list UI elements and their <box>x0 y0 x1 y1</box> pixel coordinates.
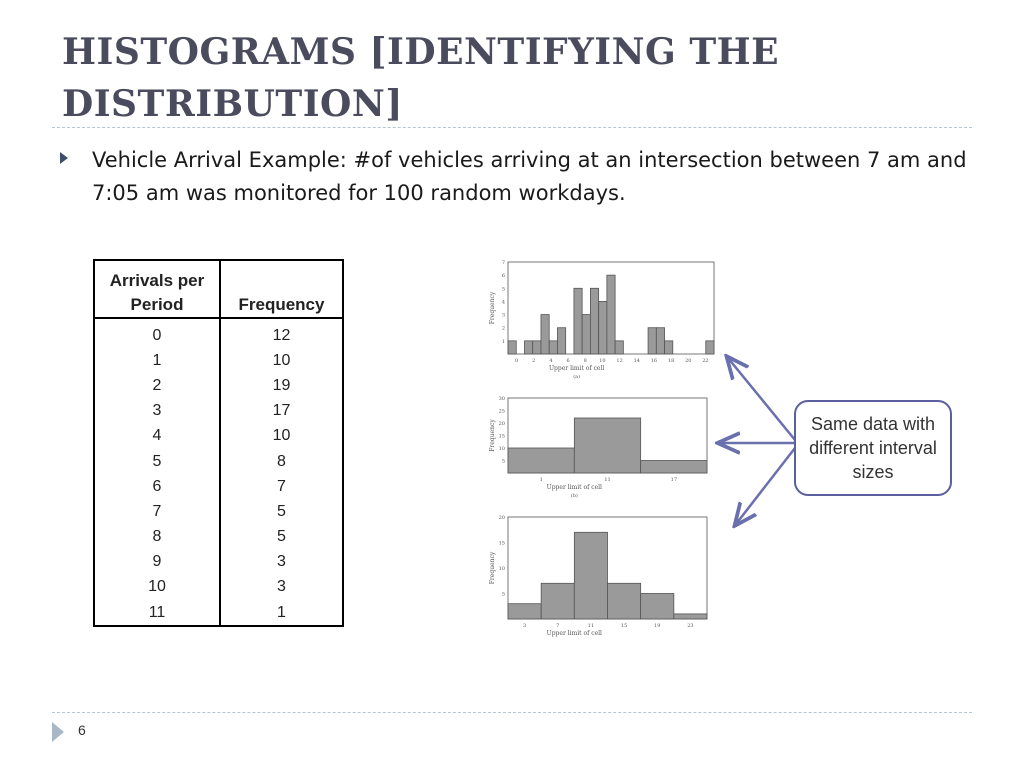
column-header-frequency: Frequency <box>220 260 343 318</box>
arrivals-cell: 7 <box>94 499 220 524</box>
histogram-bar <box>615 341 623 354</box>
y-tick-label: 6 <box>501 273 505 280</box>
callout-arrow-to-chart-c <box>736 448 795 524</box>
frequency-cell: 10 <box>220 348 343 373</box>
x-tick-label: 7 <box>556 623 560 629</box>
callout-box <box>794 400 952 496</box>
arrivals-cell: 3 <box>94 399 220 424</box>
histogram-bar <box>574 418 640 473</box>
histogram-bar <box>599 301 607 354</box>
x-tick-label: 6 <box>566 358 570 364</box>
y-tick-label: 5 <box>501 458 505 465</box>
y-tick-label: 2 <box>501 325 505 332</box>
y-tick-label: 4 <box>501 299 505 306</box>
frequency-cell: 12 <box>220 318 343 348</box>
x-tick-label: 2 <box>532 358 536 364</box>
bullet-text: Vehicle Arrival Example: #of vehicles arriving at an intersection between 7 am and 7:05 am was monitored for 100 random workdays. <box>92 148 967 205</box>
y-tick-label: 5 <box>501 591 505 598</box>
x-tick-label: 14 <box>633 358 640 364</box>
histogram-bar <box>590 288 598 354</box>
footer-divider <box>52 712 972 713</box>
page-number: 6 <box>78 722 86 738</box>
y-tick-label: 1 <box>501 338 505 345</box>
y-tick-label: 20 <box>498 421 505 427</box>
x-tick-label: 22 <box>702 358 709 364</box>
histogram-bar <box>574 288 582 354</box>
arrivals-cell: 4 <box>94 424 220 449</box>
frequency-cell: 3 <box>220 575 343 600</box>
histogram-bar <box>557 328 565 354</box>
x-tick-label: 19 <box>654 623 661 629</box>
slide-title: HISTOGRAMS [IDENTIFYING THE DISTRIBUTION] <box>62 31 780 125</box>
frequency-cell: 1 <box>220 600 343 626</box>
histogram-bar <box>641 461 707 474</box>
arrivals-cell: 6 <box>94 474 220 499</box>
histogram-bar <box>674 614 707 619</box>
x-axis-label: Upper limit of cell <box>546 484 602 491</box>
arrivals-cell: 10 <box>94 575 220 600</box>
column-header-arrivals: Arrivals per Period <box>94 260 220 318</box>
y-tick-label: 20 <box>498 515 505 521</box>
y-tick-label: 15 <box>498 540 505 547</box>
y-tick-label: 3 <box>501 312 505 319</box>
y-tick-label: 25 <box>498 408 505 415</box>
x-axis-label: Upper limit of cell <box>549 365 605 372</box>
x-tick-label: 1 <box>539 477 543 483</box>
x-axis-label: Upper limit of cell <box>546 630 602 637</box>
histogram-bar <box>541 583 574 619</box>
arrivals-cell: 2 <box>94 373 220 398</box>
histogram-bar <box>549 341 557 354</box>
x-tick-label: 17 <box>670 477 678 483</box>
histogram-bar <box>574 532 607 619</box>
y-tick-label: 7 <box>501 260 505 266</box>
x-tick-label: 10 <box>599 358 606 364</box>
frequency-cell: 7 <box>220 474 343 499</box>
histogram-bar <box>641 594 674 620</box>
histogram-bar <box>508 448 574 473</box>
frequency-cell: 8 <box>220 449 343 474</box>
arrivals-cell: 8 <box>94 525 220 550</box>
y-axis-label: Frequency <box>489 551 496 585</box>
x-tick-label: 3 <box>522 623 527 629</box>
chart-caption: (a) <box>573 374 581 380</box>
histogram-bar <box>665 341 673 354</box>
histogram-bar <box>608 583 641 619</box>
x-tick-label: 16 <box>650 358 658 364</box>
x-tick-label: 23 <box>687 623 694 629</box>
x-tick-label: 12 <box>616 358 623 364</box>
histogram-bar <box>508 604 541 619</box>
arrivals-cell: 1 <box>94 348 220 373</box>
x-tick-label: 15 <box>620 623 628 629</box>
frequency-cell: 17 <box>220 399 343 424</box>
frequency-cell: 5 <box>220 525 343 550</box>
histogram-bar <box>524 341 532 354</box>
histogram-bar <box>582 315 590 354</box>
callout-text: Same data with different interval sizes <box>809 414 937 482</box>
arrivals-cell: 0 <box>94 318 220 348</box>
histogram-bar <box>607 275 615 354</box>
x-tick-label: 4 <box>549 358 553 364</box>
x-tick-label: 11 <box>604 477 611 483</box>
x-tick-label: 20 <box>685 358 692 364</box>
histogram-bar <box>706 341 714 354</box>
frequency-cell: 19 <box>220 373 343 398</box>
y-tick-label: 10 <box>498 446 505 452</box>
y-tick-label: 15 <box>498 433 505 440</box>
histogram-bar <box>541 315 549 354</box>
frequency-cell: 3 <box>220 550 343 575</box>
x-tick-label: 18 <box>667 358 675 364</box>
arrivals-cell: 5 <box>94 449 220 474</box>
x-tick-label: 11 <box>587 623 595 629</box>
arrivals-cell: 9 <box>94 550 220 575</box>
histogram-bar <box>508 341 516 354</box>
y-tick-label: 10 <box>498 566 505 572</box>
y-tick-label: 5 <box>501 286 505 293</box>
histogram-charts <box>489 260 714 637</box>
frequency-cell: 10 <box>220 424 343 449</box>
y-axis-label: Frequency <box>489 291 496 325</box>
histogram-bar <box>648 328 656 354</box>
histogram-bar <box>656 328 664 354</box>
chart-caption: (b) <box>570 493 578 499</box>
footer-arrow-icon <box>52 722 64 742</box>
x-tick-label: 8 <box>583 358 587 364</box>
callout-arrow-to-chart-a <box>728 358 795 440</box>
y-axis-label: Frequency <box>489 419 496 452</box>
frequency-cell: 5 <box>220 499 343 524</box>
x-tick-label: 0 <box>514 358 519 364</box>
arrivals-cell: 11 <box>94 600 220 626</box>
y-tick-label: 30 <box>498 396 505 402</box>
histogram-bar <box>533 341 541 354</box>
